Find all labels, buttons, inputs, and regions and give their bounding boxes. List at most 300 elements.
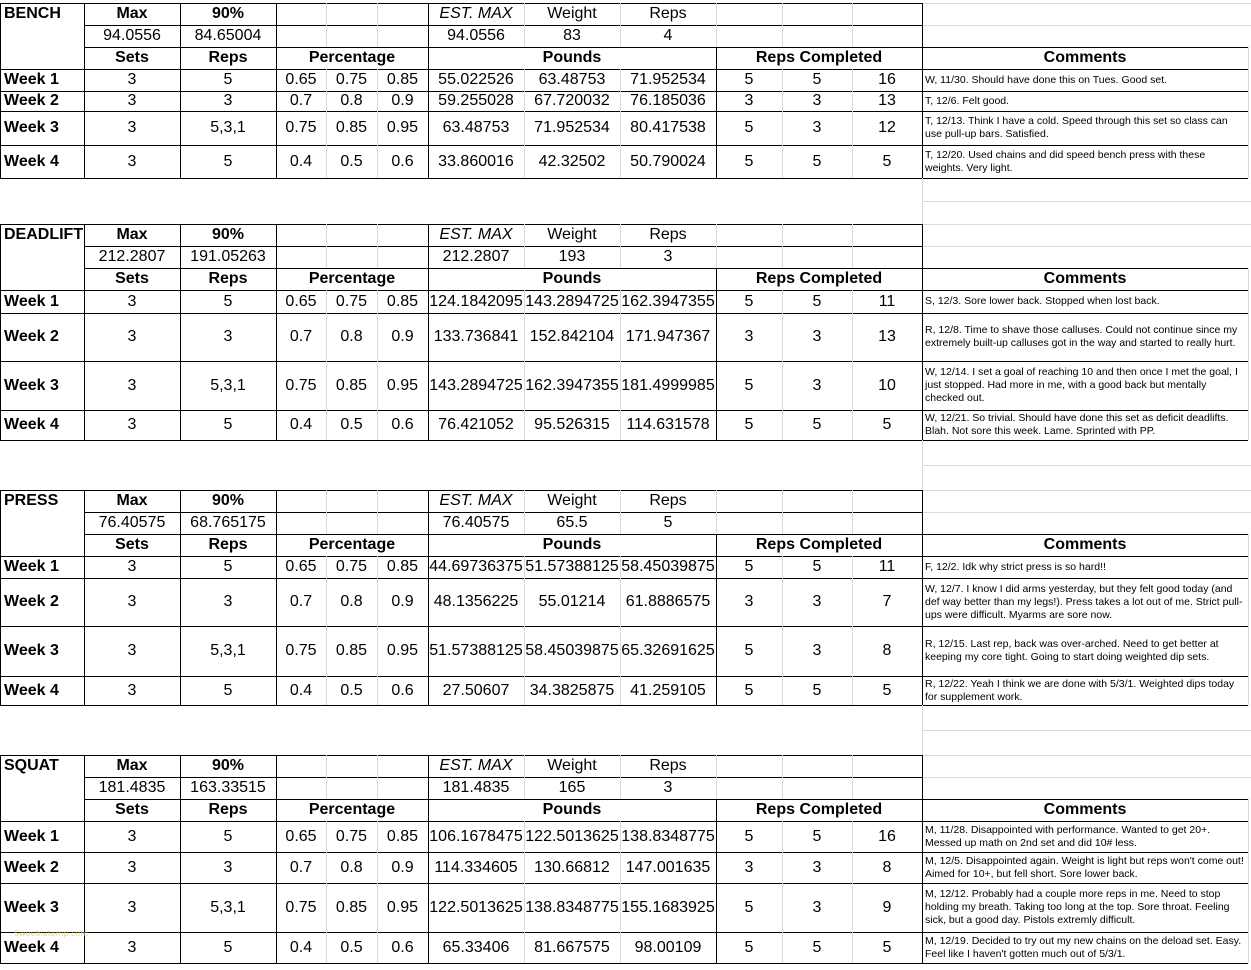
percentage-cell[interactable]: 0.6 <box>391 681 414 699</box>
percentage-cell[interactable]: 0.75 <box>335 827 368 845</box>
column-border <box>0 755 1 964</box>
pounds-cell[interactable]: 143.2894725 <box>525 292 619 310</box>
comment-cell[interactable]: S, 12/3. Sore lower back. Stopped when lost back. <box>925 295 1160 307</box>
comment-cell[interactable]: W, 11/30. Should have done this on Tues. Good set. <box>925 73 1168 86</box>
row-border <box>922 201 1251 202</box>
column-border <box>377 290 378 440</box>
week-label: Week 2 <box>4 858 59 876</box>
column-border <box>716 47 717 178</box>
pounds-cell[interactable]: 55.01214 <box>538 593 606 610</box>
reps-completed-cell[interactable]: 5 <box>812 558 822 575</box>
percentage-cell[interactable]: 0.85 <box>335 119 368 136</box>
pounds-cell[interactable]: 143.2894725 <box>429 376 523 394</box>
reps-cell[interactable]: 5 <box>223 938 233 956</box>
est-max-value[interactable]: 212.2807 <box>442 248 510 265</box>
reps-cell[interactable]: 5 <box>223 152 233 170</box>
reps-top-header: Reps <box>649 5 687 22</box>
comment-cell[interactable]: R, 12/22. Yeah I think we are done with 5/3/1. Weighted dips today for supplement work. <box>925 677 1235 703</box>
percentage-cell[interactable]: 0.85 <box>386 71 419 88</box>
reps-cell[interactable]: 5 <box>223 681 233 699</box>
reps-completed-cell[interactable]: 16 <box>878 827 896 845</box>
column-border <box>782 821 783 963</box>
pounds-cell[interactable]: 124.1842095 <box>429 292 523 310</box>
reps-completed-cell[interactable]: 5 <box>744 558 754 575</box>
column-border <box>922 224 923 268</box>
reps-completed-cell[interactable]: 9 <box>882 898 892 916</box>
percentage-cell[interactable]: 0.95 <box>386 898 419 916</box>
reps-cell[interactable]: 3 <box>223 328 233 345</box>
comment-cell[interactable]: T, 12/20. Used chains and did speed bench press with these weights. Very light. <box>925 148 1206 174</box>
percentage-cell[interactable]: 0.4 <box>289 938 313 956</box>
column-border <box>377 556 378 705</box>
percentage-cell[interactable]: 0.5 <box>340 152 363 170</box>
column-border <box>716 490 717 534</box>
max-value[interactable]: 94.0556 <box>103 27 161 44</box>
pct90-value[interactable]: 68.765175 <box>190 514 266 531</box>
reps-completed-cell[interactable]: 5 <box>744 119 754 136</box>
reps-completed-cell[interactable]: 10 <box>878 376 896 394</box>
pct90-header: 90% <box>211 5 245 22</box>
percentage-cell[interactable]: 0.4 <box>289 681 313 699</box>
row-border <box>0 626 1248 627</box>
percentage-cell[interactable]: 0.5 <box>340 681 363 699</box>
max-value[interactable]: 181.4835 <box>98 779 166 796</box>
percentage-cell[interactable]: 0.75 <box>335 71 368 88</box>
column-border <box>524 224 525 268</box>
row-border <box>0 145 1248 146</box>
weight-value[interactable]: 65.5 <box>556 514 588 531</box>
percentage-cell[interactable]: 0.8 <box>340 328 363 345</box>
column-border <box>84 224 85 440</box>
pct90-value[interactable]: 84.65004 <box>194 27 262 44</box>
pounds-cell[interactable]: 42.32502 <box>538 152 606 170</box>
pounds-cell[interactable]: 122.5013625 <box>525 827 619 845</box>
pounds-cell[interactable]: 133.736841 <box>433 328 519 345</box>
percentage-cell[interactable]: 0.4 <box>289 152 313 170</box>
sets-cell[interactable]: 3 <box>127 558 137 575</box>
reps-completed-cell[interactable]: 3 <box>744 858 754 876</box>
reps-completed-cell[interactable]: 3 <box>812 328 822 345</box>
sets-cell[interactable]: 3 <box>127 593 137 610</box>
pounds-cell[interactable]: 71.952534 <box>630 71 706 88</box>
reps-completed-cell[interactable]: 5 <box>812 681 822 699</box>
week-label: Week 4 <box>4 938 59 956</box>
pounds-cell[interactable]: 81.667575 <box>534 938 610 956</box>
week-label: Week 2 <box>4 328 59 345</box>
week-label: Week 4 <box>4 416 59 433</box>
pounds-cell[interactable]: 147.001635 <box>625 858 711 876</box>
pounds-cell[interactable]: 95.526315 <box>534 416 610 433</box>
column-border <box>428 3 429 178</box>
weight-value[interactable]: 193 <box>558 248 586 265</box>
percentage-cell[interactable]: 0.6 <box>391 938 414 956</box>
row-border <box>922 465 1251 466</box>
pounds-cell[interactable]: 152.842104 <box>529 328 615 345</box>
est-max-value[interactable]: 181.4835 <box>442 779 510 796</box>
row-border <box>84 25 922 26</box>
max-value[interactable]: 212.2807 <box>98 248 166 265</box>
row-border <box>0 224 922 225</box>
pounds-cell[interactable]: 51.57388125 <box>525 558 619 575</box>
max-header: Max <box>116 492 148 509</box>
row-border <box>0 578 1248 579</box>
percentage-cell[interactable]: 0.5 <box>340 416 363 433</box>
reps-completed-cell[interactable]: 5 <box>744 416 754 433</box>
percentage-cell[interactable]: 0.9 <box>391 593 414 610</box>
percentage-cell[interactable]: 0.85 <box>386 827 419 845</box>
pounds-cell[interactable]: 98.00109 <box>634 938 702 956</box>
reps-header: Reps <box>208 49 248 66</box>
pounds-cell[interactable]: 55.022526 <box>438 71 514 88</box>
percentage-cell[interactable]: 0.6 <box>391 416 414 433</box>
sets-cell[interactable]: 3 <box>127 681 137 699</box>
column-border <box>716 534 717 705</box>
column-border <box>276 490 277 705</box>
column-border <box>377 755 378 799</box>
pounds-cell[interactable]: 44.69736375 <box>429 558 523 575</box>
percentage-header: Percentage <box>308 801 396 818</box>
reps-completed-cell[interactable]: 16 <box>878 71 896 88</box>
percentage-cell[interactable]: 0.65 <box>285 827 317 845</box>
sets-cell[interactable]: 3 <box>127 898 137 916</box>
row-border <box>84 268 1248 269</box>
column-border <box>180 3 181 178</box>
sets-cell[interactable]: 3 <box>127 328 137 345</box>
column-border <box>782 290 783 440</box>
comments-header: Comments <box>1043 270 1127 287</box>
percentage-cell[interactable]: 0.75 <box>335 558 368 575</box>
percentage-cell[interactable]: 0.7 <box>289 328 313 345</box>
column-border <box>852 490 853 534</box>
percentage-cell[interactable]: 0.8 <box>340 92 363 109</box>
row-border <box>0 821 1248 822</box>
reps-completed-cell[interactable]: 5 <box>882 938 892 956</box>
sets-cell[interactable]: 3 <box>127 152 137 170</box>
reps-value[interactable]: 4 <box>663 27 673 44</box>
reps-completed-cell[interactable]: 5 <box>744 642 754 659</box>
sets-cell[interactable]: 3 <box>127 92 137 109</box>
pounds-cell[interactable]: 106.1678475 <box>429 827 523 845</box>
reps-completed-cell[interactable]: 5 <box>882 416 892 433</box>
reps-completed-cell[interactable]: 5 <box>812 416 822 433</box>
pct90-value[interactable]: 163.33515 <box>190 779 266 796</box>
column-border <box>84 3 85 178</box>
reps-completed-cell[interactable]: 11 <box>878 292 896 310</box>
reps-completed-cell[interactable]: 3 <box>812 376 822 394</box>
reps-cell[interactable]: 5 <box>223 827 233 845</box>
row-border <box>922 3 1251 4</box>
reps-completed-cell[interactable]: 5 <box>744 827 754 845</box>
reps-completed-cell[interactable]: 3 <box>744 328 754 345</box>
pounds-cell[interactable]: 80.417538 <box>630 119 706 136</box>
percentage-cell[interactable]: 0.7 <box>289 92 313 109</box>
pounds-cell[interactable]: 76.421052 <box>438 416 514 433</box>
reps-completed-cell[interactable]: 8 <box>882 858 892 876</box>
reps-completed-cell[interactable]: 3 <box>812 92 822 109</box>
reps-completed-cell[interactable]: 3 <box>812 593 822 610</box>
sets-cell[interactable]: 3 <box>127 938 137 956</box>
percentage-header: Percentage <box>308 49 396 66</box>
reps-completed-cell[interactable]: 11 <box>878 558 896 575</box>
column-border <box>716 755 717 799</box>
reps-completed-cell[interactable]: 5 <box>744 376 754 394</box>
comment-cell[interactable]: W, 12/7. I know I did arms yesterday, but they felt good today (and def way better than my legs!). Press takes a lot out of me. Strict pull-ups were difficult. Myarms are sore now. <box>925 582 1243 621</box>
percentage-cell[interactable]: 0.65 <box>285 558 317 575</box>
reps-completed-cell[interactable]: 5 <box>744 292 754 310</box>
percentage-cell[interactable]: 0.95 <box>386 376 419 394</box>
column-border <box>852 224 853 268</box>
reps-cell[interactable]: 5,3,1 <box>210 898 246 916</box>
est-max-value[interactable]: 94.0556 <box>447 27 505 44</box>
column-border <box>620 755 621 799</box>
reps-value[interactable]: 3 <box>663 779 673 796</box>
percentage-cell[interactable]: 0.7 <box>289 858 313 876</box>
percentage-cell[interactable]: 0.9 <box>391 92 414 109</box>
column-border <box>716 3 717 47</box>
column-border <box>326 290 327 440</box>
comment-cell[interactable]: R, 12/15. Last rep, back was over-arched. Need to get better at keeping my core tight. Going to start doing weighted dip sets. <box>925 638 1219 663</box>
reps-value[interactable]: 5 <box>663 514 673 531</box>
column-border <box>84 490 85 705</box>
row-border <box>84 246 922 247</box>
pounds-cell[interactable]: 63.48753 <box>442 119 510 136</box>
pounds-cell[interactable]: 41.259105 <box>630 681 706 699</box>
reps-cell[interactable]: 3 <box>223 593 233 610</box>
percentage-cell[interactable]: 0.6 <box>391 152 414 170</box>
pounds-cell[interactable]: 155.1683925 <box>621 898 715 916</box>
reps-completed-cell[interactable]: 13 <box>878 328 896 345</box>
sets-cell[interactable]: 3 <box>127 71 137 88</box>
reps-completed-header: Reps Completed <box>755 270 883 287</box>
percentage-cell[interactable]: 0.85 <box>386 558 419 575</box>
percentage-cell[interactable]: 0.65 <box>285 71 317 88</box>
percentage-cell[interactable]: 0.4 <box>289 416 313 433</box>
percentage-cell[interactable]: 0.7 <box>289 593 313 610</box>
reps-completed-cell[interactable]: 5 <box>812 827 822 845</box>
pounds-cell[interactable]: 63.48753 <box>538 71 606 88</box>
comment-cell[interactable]: T, 12/6. Felt good. <box>925 94 1010 107</box>
column-border <box>620 3 621 47</box>
percentage-cell[interactable]: 0.75 <box>285 119 317 136</box>
sets-cell[interactable]: 3 <box>127 827 137 845</box>
comment-cell[interactable]: M, 12/12. Probably had a couple more reps in me. Need to stop holding my breath. Taking too long at the top. Sore throat. Feeling sick, but a good day. Pistols extremly difficult. <box>925 888 1230 926</box>
reps-cell[interactable]: 5,3,1 <box>210 119 246 136</box>
sets-cell[interactable]: 3 <box>127 292 137 310</box>
weight-value[interactable]: 83 <box>563 27 581 44</box>
week-label: Week 3 <box>4 376 59 394</box>
pounds-cell[interactable]: 122.5013625 <box>429 898 523 916</box>
pounds-cell[interactable]: 138.8348775 <box>525 898 619 916</box>
percentage-cell[interactable]: 0.75 <box>285 898 317 916</box>
percentage-cell[interactable]: 0.75 <box>285 376 317 394</box>
pounds-cell[interactable]: 58.45039875 <box>621 558 715 575</box>
percentage-cell[interactable]: 0.9 <box>391 328 414 345</box>
column-border <box>428 755 429 963</box>
column-border <box>620 821 621 963</box>
comment-cell[interactable]: M, 11/28. Disappointed with performance. Wanted to get 20+. Messed up math on 2nd set and did 10# less. <box>925 823 1211 849</box>
pounds-cell[interactable]: 48.1356225 <box>433 593 519 610</box>
weight-header: Weight <box>547 757 597 774</box>
weight-value[interactable]: 165 <box>558 779 586 796</box>
percentage-cell[interactable]: 0.9 <box>391 858 414 876</box>
reps-completed-cell[interactable]: 3 <box>744 92 754 109</box>
section-title: DEADLIFT <box>4 226 84 243</box>
pounds-cell[interactable]: 34.3825875 <box>529 681 615 699</box>
row-border <box>0 883 1248 884</box>
reps-completed-cell[interactable]: 3 <box>812 119 822 136</box>
comment-cell[interactable]: M, 12/5. Disappointed again. Weight is light but reps won't come out! Aimed for 10+, but fell short. Sore lower back. <box>925 854 1244 880</box>
column-border <box>428 224 429 440</box>
reps-completed-cell[interactable]: 12 <box>878 119 896 136</box>
column-border <box>620 490 621 534</box>
reps-cell[interactable]: 5,3,1 <box>210 642 246 659</box>
pounds-cell[interactable]: 61.8886575 <box>625 593 711 610</box>
column-border <box>276 224 277 440</box>
sets-cell[interactable]: 3 <box>127 416 137 433</box>
percentage-cell[interactable]: 0.65 <box>285 292 317 310</box>
percentage-cell[interactable]: 0.75 <box>335 292 368 310</box>
reps-completed-header: Reps Completed <box>755 801 883 818</box>
reps-completed-cell[interactable]: 5 <box>812 938 822 956</box>
percentage-cell[interactable]: 0.8 <box>340 593 363 610</box>
column-border <box>620 69 621 178</box>
sets-cell[interactable]: 3 <box>127 642 137 659</box>
reps-cell[interactable]: 5 <box>223 292 233 310</box>
reps-completed-cell[interactable]: 5 <box>744 152 754 170</box>
reps-completed-cell[interactable]: 8 <box>882 642 892 659</box>
reps-completed-cell[interactable]: 3 <box>744 593 754 610</box>
reps-top-header: Reps <box>649 226 687 243</box>
pounds-cell[interactable]: 171.947367 <box>625 328 711 345</box>
pounds-header: Pounds <box>542 49 602 66</box>
row-border <box>0 755 922 756</box>
pounds-cell[interactable]: 59.255028 <box>438 92 514 109</box>
reps-completed-cell[interactable]: 3 <box>812 858 822 876</box>
percentage-cell[interactable]: 0.8 <box>340 858 363 876</box>
column-border <box>326 490 327 534</box>
percentage-cell[interactable]: 0.95 <box>386 119 419 136</box>
pounds-cell[interactable]: 76.185036 <box>630 92 706 109</box>
pounds-cell[interactable]: 65.32691625 <box>621 642 715 659</box>
pounds-cell[interactable]: 27.50607 <box>442 681 510 699</box>
pounds-cell[interactable]: 181.4999985 <box>621 376 715 394</box>
column-border <box>1248 799 1249 963</box>
reps-completed-cell[interactable]: 5 <box>744 938 754 956</box>
reps-top-header: Reps <box>649 492 687 509</box>
column-border <box>922 755 923 799</box>
comment-cell[interactable]: T, 12/13. Think I have a cold. Speed through this set so class can use pull-up bars. Satisfied. <box>925 115 1228 140</box>
reps-completed-cell[interactable]: 3 <box>812 898 822 916</box>
reps-completed-cell[interactable]: 5 <box>744 681 754 699</box>
pounds-cell[interactable]: 162.3947355 <box>525 376 619 394</box>
reps-cell[interactable]: 5 <box>223 71 233 88</box>
column-border <box>852 69 853 178</box>
reps-completed-cell[interactable]: 5 <box>882 152 892 170</box>
percentage-cell[interactable]: 0.85 <box>386 292 419 310</box>
percentage-cell[interactable]: 0.95 <box>386 642 419 659</box>
pounds-cell[interactable]: 33.860016 <box>438 152 514 170</box>
reps-cell[interactable]: 5 <box>223 416 233 433</box>
reps-cell[interactable]: 3 <box>223 858 233 876</box>
comment-cell[interactable]: W, 12/14. I set a goal of reaching 10 and then once I met the goal, I just stopped. Had more in me, with a good back but mentally checked out. <box>925 366 1238 404</box>
column-border <box>852 3 853 47</box>
pounds-cell[interactable]: 114.631578 <box>626 416 710 433</box>
column-border <box>0 490 1 706</box>
reps-cell[interactable]: 5,3,1 <box>210 376 246 394</box>
reps-completed-cell[interactable]: 5 <box>744 71 754 88</box>
week-label: Week 1 <box>4 71 59 88</box>
reps-completed-cell[interactable]: 5 <box>812 292 822 310</box>
reps-completed-cell[interactable]: 5 <box>812 71 822 88</box>
column-border <box>922 534 923 706</box>
percentage-header: Percentage <box>308 536 396 553</box>
reps-value[interactable]: 3 <box>663 248 673 265</box>
reps-completed-cell[interactable]: 3 <box>812 642 822 659</box>
percentage-cell[interactable]: 0.5 <box>340 938 363 956</box>
row-border <box>0 556 1248 557</box>
week-label: Week 1 <box>4 827 59 845</box>
percentage-cell[interactable]: 0.75 <box>285 642 317 659</box>
column-border <box>922 268 923 441</box>
sets-cell[interactable]: 3 <box>127 376 137 394</box>
sets-cell[interactable]: 3 <box>127 858 137 876</box>
comment-cell[interactable]: R, 12/8. Time to shave those calluses. Could not continue since my extremely built-up calluses got in the way and started to really hurt. <box>925 324 1238 349</box>
pounds-cell[interactable]: 71.952534 <box>534 119 610 136</box>
column-border <box>782 556 783 705</box>
comment-cell[interactable]: M, 12/19. Decided to try out my new chains on the deload set. Easy. Feel like I haven't gotten much out of 5/3/1. <box>925 934 1242 960</box>
column-border <box>782 224 783 268</box>
row-border <box>0 963 1248 964</box>
pct90-value[interactable]: 191.05263 <box>190 248 266 265</box>
row-border <box>0 932 1248 933</box>
pounds-cell[interactable]: 51.57388125 <box>429 642 523 659</box>
reps-completed-cell[interactable]: 5 <box>744 898 754 916</box>
reps-completed-cell[interactable]: 13 <box>878 92 896 109</box>
pounds-cell[interactable]: 50.790024 <box>630 152 706 170</box>
reps-completed-cell[interactable]: 5 <box>812 152 822 170</box>
pounds-cell[interactable]: 114.334605 <box>434 858 518 876</box>
max-value[interactable]: 76.40575 <box>98 514 166 531</box>
percentage-cell[interactable]: 0.85 <box>335 898 368 916</box>
section-title: SQUAT <box>4 757 59 774</box>
pounds-cell[interactable]: 67.720032 <box>534 92 610 109</box>
pounds-cell[interactable]: 65.33406 <box>442 938 510 956</box>
pounds-cell[interactable]: 130.66812 <box>534 858 610 876</box>
column-border <box>524 290 525 440</box>
column-border <box>782 755 783 799</box>
percentage-cell[interactable]: 0.85 <box>335 376 368 394</box>
est-max-value[interactable]: 76.40575 <box>442 514 510 531</box>
row-border <box>0 69 1248 70</box>
comment-cell[interactable]: F, 12/2. Idk why strict press is so hard!! <box>925 560 1106 573</box>
sets-cell[interactable]: 3 <box>127 119 137 136</box>
pounds-cell[interactable]: 58.45039875 <box>525 642 619 659</box>
row-border <box>0 676 1248 677</box>
reps-cell[interactable]: 3 <box>223 92 233 109</box>
reps-completed-cell[interactable]: 7 <box>882 593 892 610</box>
column-border <box>524 556 525 705</box>
reps-completed-cell[interactable]: 5 <box>882 681 892 699</box>
pounds-cell[interactable]: 138.8348775 <box>621 827 715 845</box>
comment-cell[interactable]: W, 12/21. So trivial. Should have done this set as deficit deadlifts. Blah. Not sore this week. Lame. Sprinted with PP. <box>925 412 1229 437</box>
percentage-cell[interactable]: 0.85 <box>335 642 368 659</box>
pounds-cell[interactable]: 162.3947355 <box>621 292 715 310</box>
column-border <box>180 224 181 440</box>
reps-top-header: Reps <box>649 757 687 774</box>
weight-header: Weight <box>547 492 597 509</box>
reps-cell[interactable]: 5 <box>223 558 233 575</box>
column-border <box>922 47 923 179</box>
